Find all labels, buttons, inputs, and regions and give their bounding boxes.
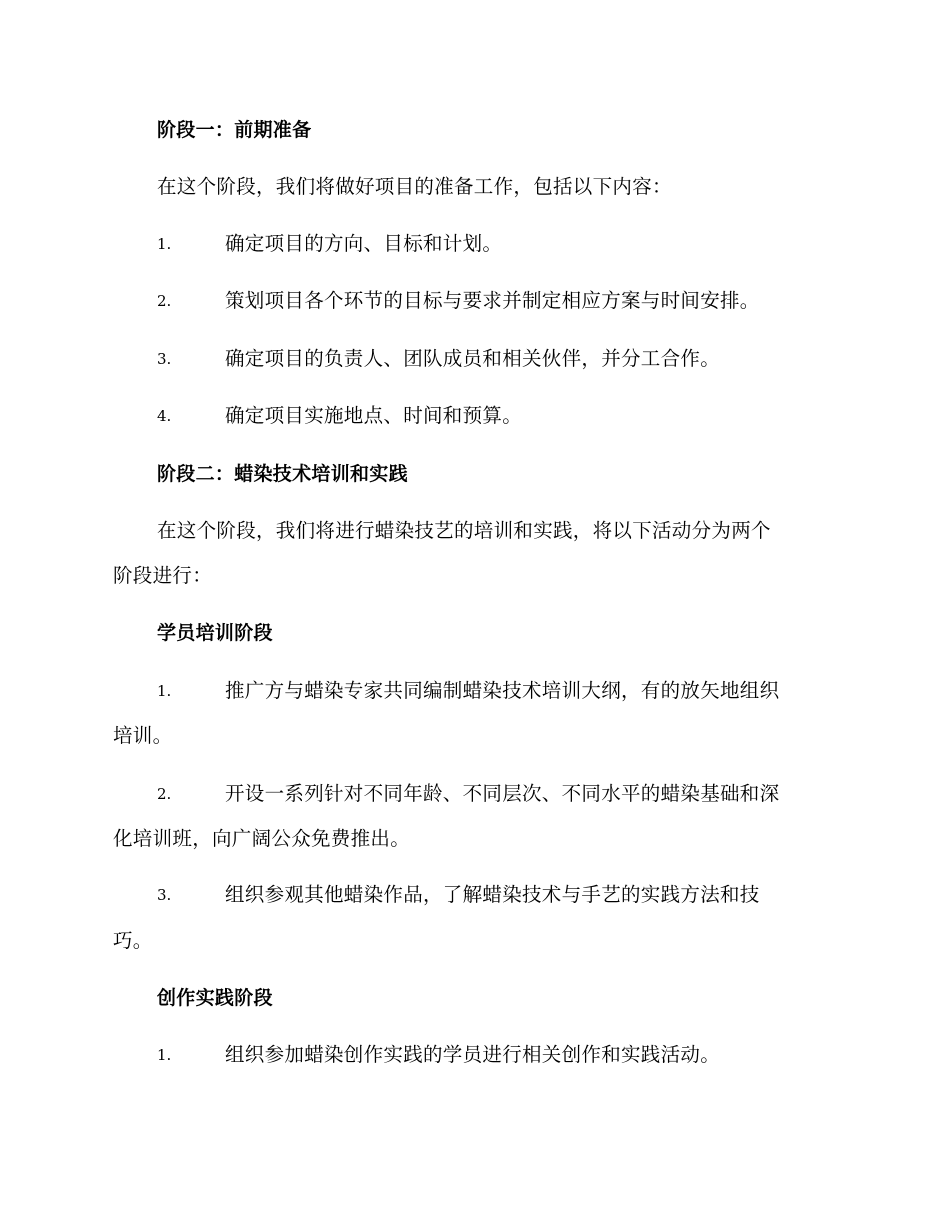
- list-number: 3.: [157, 350, 172, 368]
- list-number: 1.: [157, 682, 172, 700]
- list-item: 确定项目的方向、目标和计划。: [225, 232, 503, 255]
- list-item: 开设一系列针对不同年龄、不同层次、不同水平的蜡染基础和深: [225, 782, 780, 805]
- list-item-continuation: 化培训班，向广阔公众免费推出。: [113, 827, 411, 850]
- list-item: 策划项目各个环节的目标与要求并制定相应方案与时间安排。: [225, 289, 760, 312]
- stage2-heading: 阶段二：蜡染技术培训和实践: [157, 463, 408, 485]
- list-item: 组织参加蜡染创作实践的学员进行相关创作和实践活动。: [225, 1043, 721, 1066]
- list-number: 3.: [157, 886, 172, 904]
- list-item-continuation: 培训。: [113, 724, 173, 747]
- stage1-heading: 阶段一：前期准备: [157, 119, 312, 141]
- stage1-intro: 在这个阶段，我们将做好项目的准备工作，包括以下内容：: [157, 175, 672, 198]
- list-item-continuation: 巧。: [113, 929, 153, 952]
- list-item: 确定项目的负责人、团队成员和相关伙伴，并分工合作。: [225, 347, 721, 370]
- list-number: 1.: [157, 1046, 172, 1064]
- list-number: 1.: [157, 235, 172, 253]
- list-item: 确定项目实施地点、时间和预算。: [225, 404, 523, 427]
- stage2-intro-line2: 阶段进行：: [113, 564, 213, 587]
- list-number: 2.: [157, 785, 172, 803]
- practice-heading: 创作实践阶段: [157, 987, 273, 1009]
- list-item: 推广方与蜡染专家共同编制蜡染技术培训大纲，有的放矢地组织: [225, 679, 780, 702]
- list-item: 组织参观其他蜡染作品，了解蜡染技术与手艺的实践方法和技: [225, 883, 760, 906]
- list-number: 4.: [157, 407, 172, 425]
- list-number: 2.: [157, 292, 172, 310]
- stage2-intro-line1: 在这个阶段，我们将进行蜡染技艺的培训和实践，将以下活动分为两个: [157, 519, 771, 542]
- training-heading: 学员培训阶段: [157, 622, 273, 644]
